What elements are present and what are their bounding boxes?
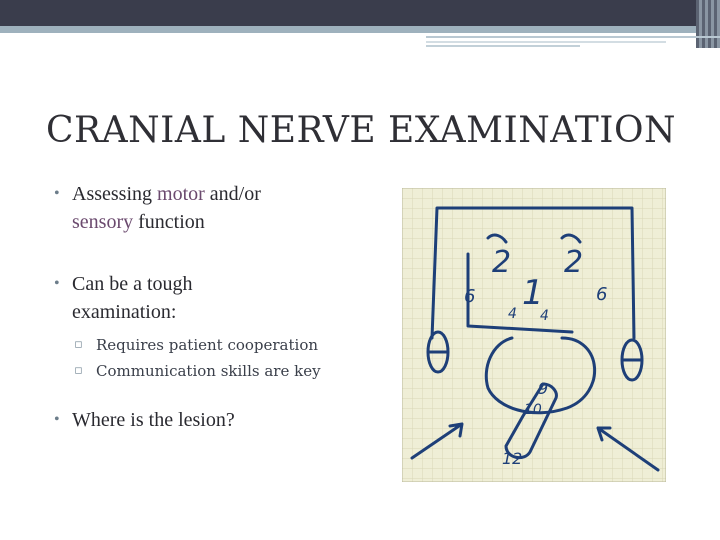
sub-bullet-icon: ▫ [74, 363, 83, 378]
bullet-text: examination: [72, 301, 177, 323]
sub-bullet-icon: ▫ [74, 337, 83, 352]
label-6-right: 6 [596, 284, 608, 305]
slide-title: CRANIAL NERVE EXAMINATION [46, 110, 677, 151]
label-9: 9 [538, 379, 549, 398]
face-diagram-icon [402, 188, 666, 482]
bullet-text: function [133, 211, 205, 233]
bullet-accent-sensory: sensory [72, 211, 134, 233]
header-accent [696, 0, 720, 48]
label-4-left: 4 [508, 306, 517, 322]
bullet-text: Where is the lesion? [72, 409, 235, 431]
label-2-left: 2 [492, 245, 512, 280]
sub-bullet-item [74, 358, 384, 384]
bullet-dot-icon: • [54, 275, 60, 292]
header-band-light [0, 26, 720, 33]
bullet-dot-icon: • [54, 185, 60, 202]
decorative-line [426, 45, 580, 47]
sub-bullet-text: Communication skills are key [96, 362, 321, 380]
bullet-text: and/or [204, 183, 261, 205]
bullet-list [54, 180, 384, 434]
header-band [0, 0, 720, 26]
bullet-dot-icon: • [54, 411, 60, 428]
cranial-nerve-sketch [402, 188, 666, 482]
bullet-text: Assessing [72, 183, 158, 205]
bullet-item [54, 270, 384, 326]
bullet-item [54, 180, 384, 236]
label-10: 10 [524, 402, 542, 418]
bullet-text: Can be a tough [72, 273, 193, 295]
bullet-accent-motor: motor [157, 183, 205, 205]
label-2-right: 2 [564, 245, 584, 280]
label-6-left: 6 [464, 286, 476, 307]
decorative-line [426, 41, 666, 43]
sub-bullet-text: Requires patient cooperation [96, 336, 319, 354]
decorative-line [426, 36, 720, 38]
label-1: 1 [522, 273, 544, 313]
label-12: 12 [502, 449, 523, 468]
bullet-item [54, 406, 384, 434]
label-4-right: 4 [540, 308, 549, 324]
sub-bullet-item [74, 332, 384, 358]
